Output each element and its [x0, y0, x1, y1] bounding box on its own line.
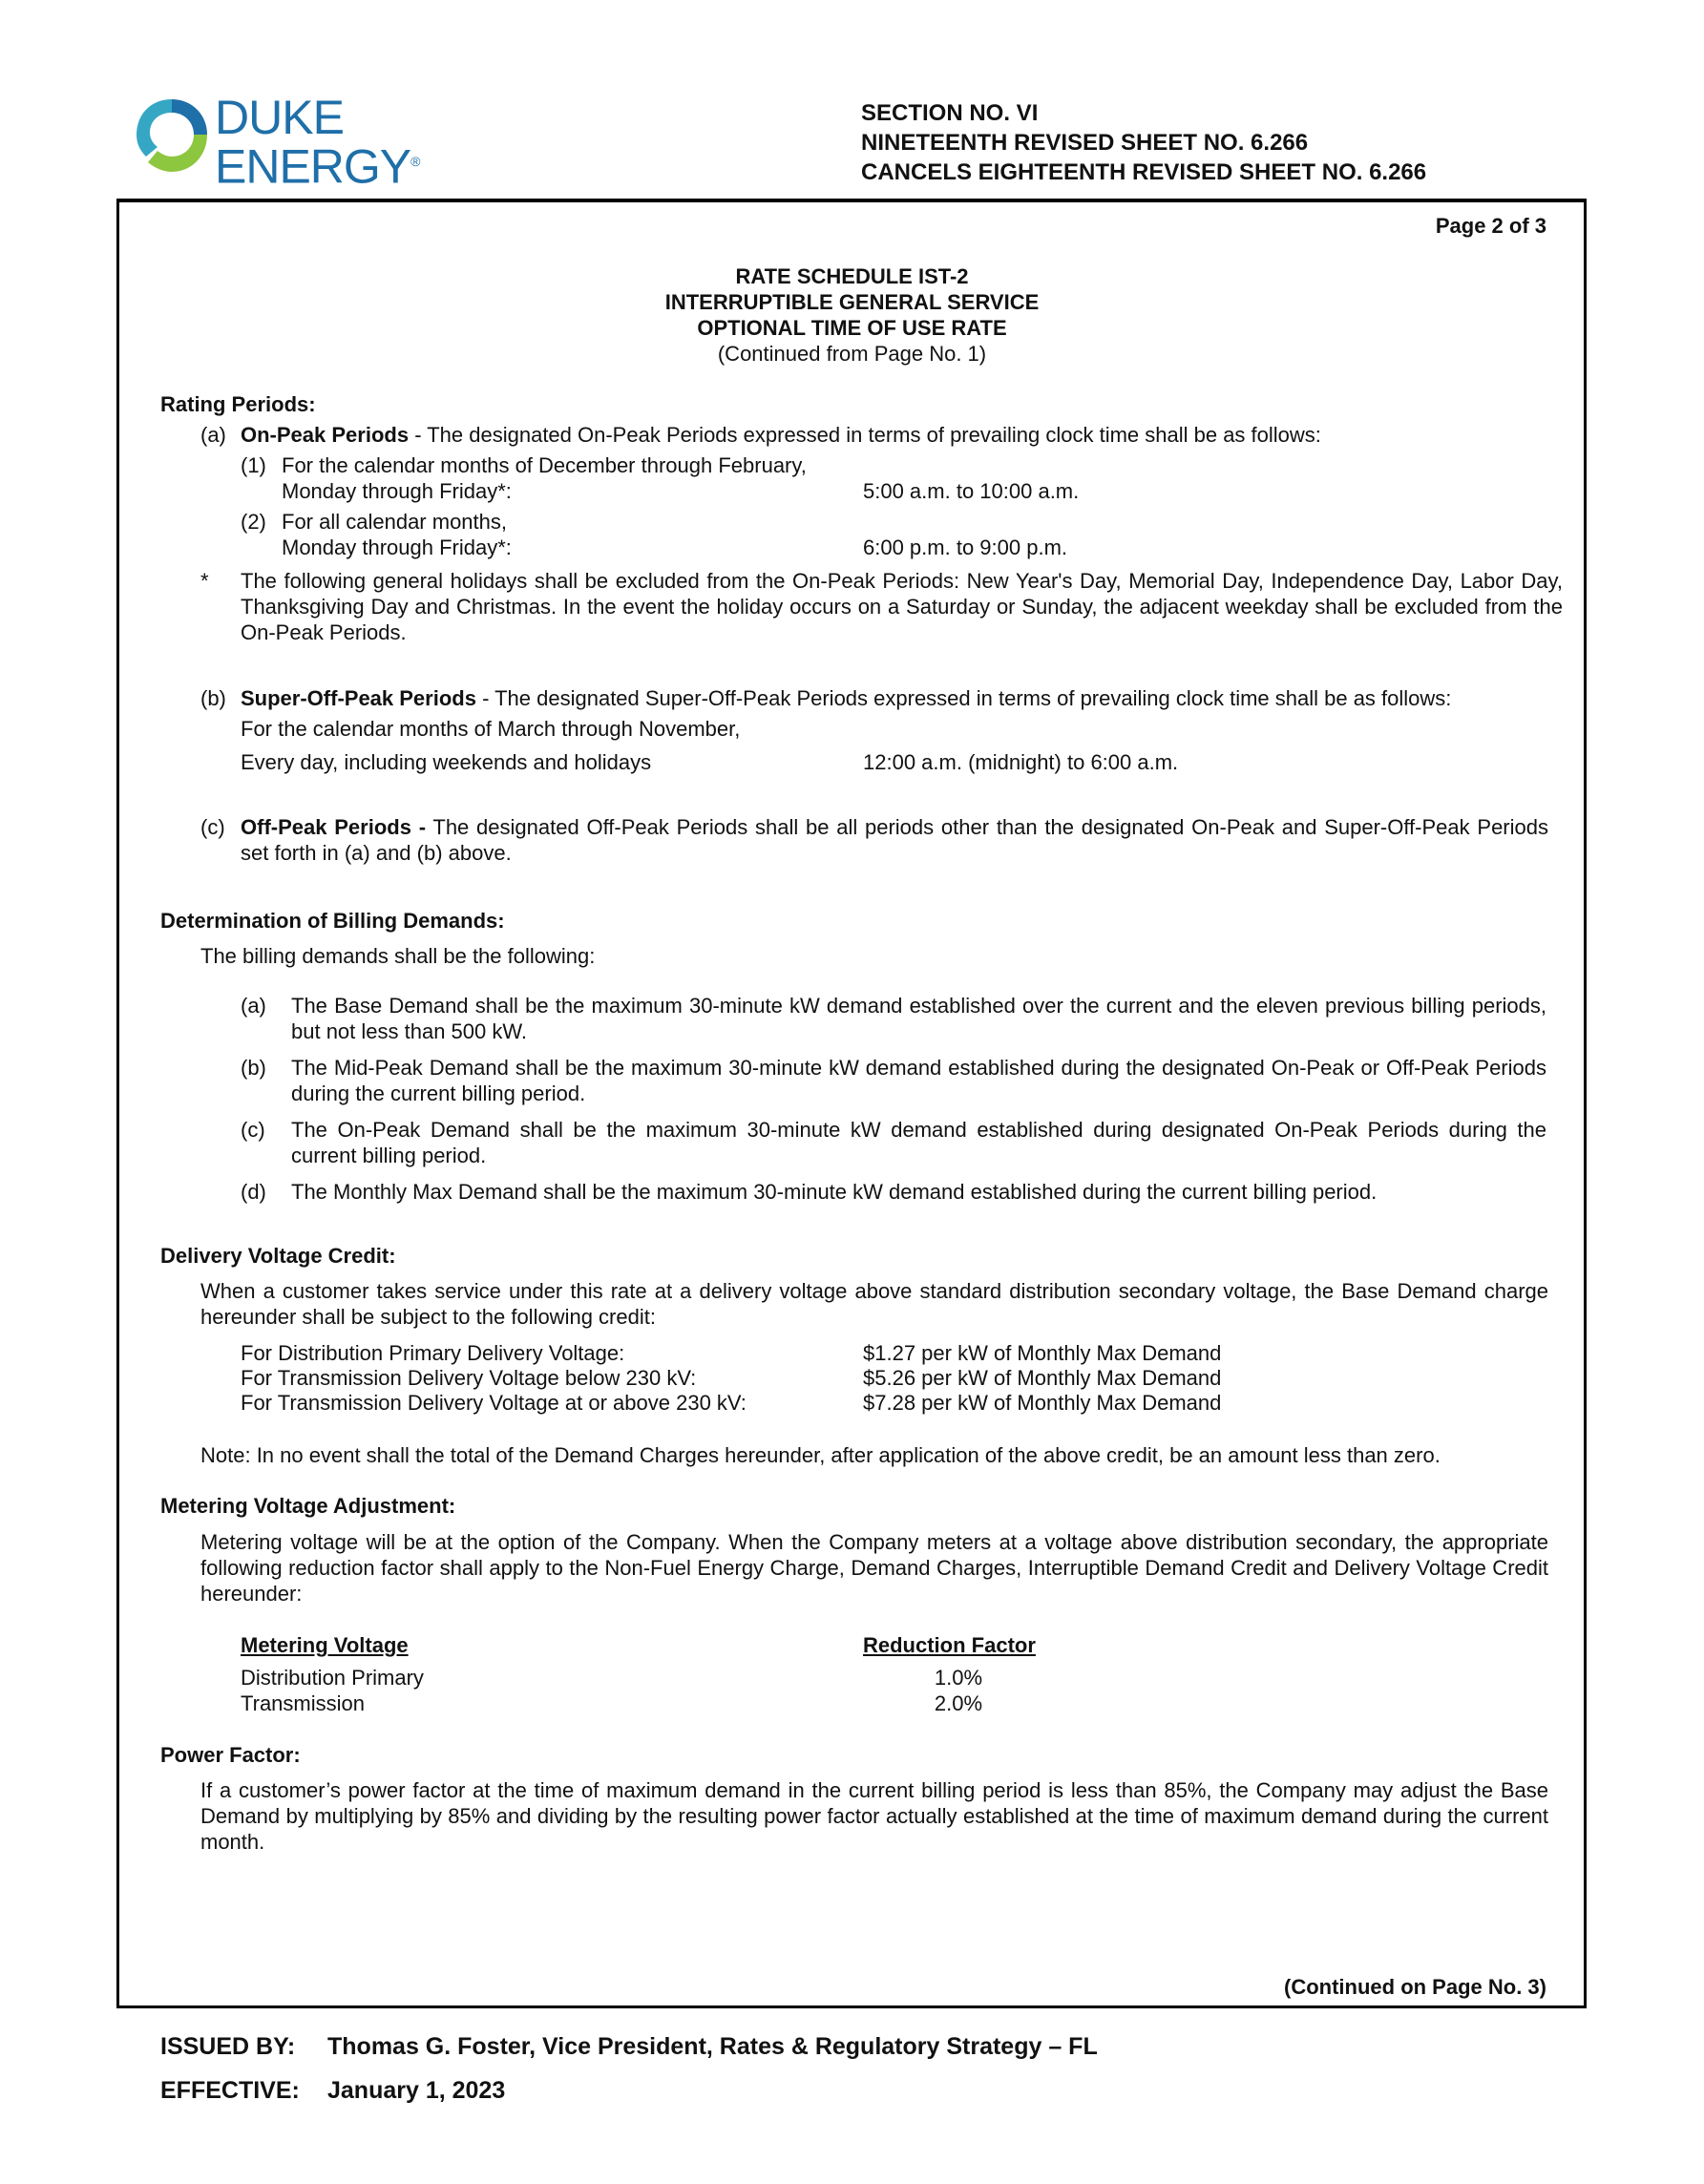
rating-b-label: (b)	[200, 686, 226, 710]
effective-label: EFFECTIVE:	[160, 2077, 300, 2104]
rating-a2-line2: Monday through Friday*:	[282, 536, 512, 559]
rating-b-time: 12:00 a.m. (midnight) to 6:00 a.m.	[863, 750, 1179, 774]
rating-a2-time: 6:00 p.m. to 9:00 p.m.	[863, 536, 1068, 559]
logo-wordmark	[215, 91, 420, 194]
credit-row-value: $5.26 per kW of Monthly Max Demand	[863, 1366, 1222, 1390]
billing-item-text: The On-Peak Demand shall be the maximum 30-minute kW demand established during designated On-Peak Periods during the current billing period.	[291, 1118, 1546, 1167]
rating-c-label: (c)	[200, 815, 225, 839]
logo-line-energy: ENERGY®	[215, 139, 420, 194]
rating-a2-num: (2)	[241, 510, 266, 534]
rating-a1-num: (1)	[241, 453, 266, 477]
metering-col-voltage: Metering Voltage	[241, 1633, 409, 1657]
metering-row-value: 1.0%	[934, 1666, 983, 1690]
billing-item-label: (b)	[241, 1056, 266, 1080]
logo-line-duke: DUKE	[215, 91, 344, 144]
metering-intro: Metering voltage will be at the option of the Company. When the Company meters at a voltage above distribution secondary, the appropriate following reduction factor shall apply to the Non-Fuel Energy Charge, Demand Charges, Interruptible Demand Credit and Delivery Voltage Credit hereunder:	[200, 1530, 1548, 1606]
credit-row-label: For Transmission Delivery Voltage at or above 230 kV:	[241, 1391, 747, 1415]
continued-note: (Continued on Page No. 3)	[1284, 1975, 1546, 1999]
effective-value: January 1, 2023	[327, 2077, 506, 2104]
rating-a-label: (a)	[200, 423, 226, 447]
rating-a1-time: 5:00 a.m. to 10:00 a.m.	[863, 479, 1080, 503]
duke-energy-logo-mark-icon	[129, 92, 215, 182]
power-factor-heading: Power Factor:	[160, 1743, 301, 1767]
rating-b-line1: For the calendar months of March through November,	[241, 717, 741, 741]
page-number: Page 2 of 3	[1435, 214, 1546, 238]
rating-b-text: Super-Off-Peak Periods - The designated Super-Off-Peak Periods expressed in terms of prevailing clock time shall be as follows:	[241, 686, 1452, 710]
billing-item-label: (c)	[241, 1118, 265, 1142]
rating-a1-line2: Monday through Friday*:	[282, 479, 512, 503]
holiday-note: The following general holidays shall be excluded from the On-Peak Periods: New Year's Day, Memorial Day, Independence Day, Labor Day, Thanksgiving Day and Christmas. In the event the holiday occurs on a Saturday or Sunday, the adjacent weekday shall be excluded from the On-Peak Periods.	[241, 569, 1563, 644]
billing-item-label: (a)	[241, 994, 266, 1018]
holiday-asterisk: *	[200, 569, 209, 593]
rating-b-line2: Every day, including weekends and holidays	[241, 750, 652, 774]
metering-heading: Metering Voltage Adjustment:	[160, 1494, 456, 1518]
delivery-credit-note: Note: In no event shall the total of the Demand Charges hereunder, after application of the above credit, be an amount less than zero.	[200, 1443, 1441, 1467]
title-line-3: OPTIONAL TIME OF USE RATE	[697, 316, 1007, 340]
credit-row-value: $1.27 per kW of Monthly Max Demand	[863, 1341, 1222, 1365]
metering-row-label: Transmission	[241, 1691, 365, 1715]
cancels-sheet: CANCELS EIGHTEENTH REVISED SHEET NO. 6.266	[861, 159, 1427, 185]
metering-row-label: Distribution Primary	[241, 1666, 424, 1690]
sheet-header	[861, 98, 1426, 187]
billing-item-label: (d)	[241, 1180, 266, 1204]
credit-row-label: For Distribution Primary Delivery Voltage:	[241, 1341, 625, 1365]
issued-by-value: Thomas G. Foster, Vice President, Rates & Regulatory Strategy – FL	[327, 2033, 1098, 2060]
rating-a1-line1: For the calendar months of December through February,	[282, 453, 807, 477]
power-factor-text: If a customer’s power factor at the time of maximum demand in the current billing period is less than 85%, the Company may adjust the Base Demand by multiplying by 85% and dividing by the resulting power factor actually established at the time of maximum demand during the current month.	[200, 1778, 1548, 1854]
issued-by-label: ISSUED BY:	[160, 2033, 296, 2060]
rating-periods-heading: Rating Periods:	[160, 392, 316, 416]
billing-item-text: The Mid-Peak Demand shall be the maximum 30-minute kW demand established during the designated On-Peak or Off-Peak Periods during the current billing period.	[291, 1056, 1546, 1105]
rating-c-text: Off-Peak Periods - The designated Off-Peak Periods shall be all periods other than the designated On-Peak and Super-Off-Peak Periods set forth in (a) and (b) above.	[241, 815, 1548, 865]
metering-row-value: 2.0%	[934, 1691, 983, 1715]
delivery-credit-heading: Delivery Voltage Credit:	[160, 1244, 396, 1268]
billing-demands-intro: The billing demands shall be the following:	[200, 944, 596, 968]
billing-demands-heading: Determination of Billing Demands:	[160, 909, 505, 933]
revised-sheet: NINETEENTH REVISED SHEET NO. 6.266	[861, 130, 1309, 156]
rating-a-text: On-Peak Periods - The designated On-Peak Periods expressed in terms of prevailing clock time shall be as follows:	[241, 423, 1321, 447]
credit-row-label: For Transmission Delivery Voltage below 230 kV:	[241, 1366, 697, 1390]
title-line-1: RATE SCHEDULE IST-2	[735, 264, 969, 288]
delivery-credit-intro: When a customer takes service under this rate at a delivery voltage above standard distribution secondary voltage, the Base Demand charge hereunder shall be subject to the following credit:	[200, 1279, 1548, 1329]
billing-item-text: The Monthly Max Demand shall be the maximum 30-minute kW demand established during the current billing period.	[291, 1180, 1378, 1204]
billing-item-text: The Base Demand shall be the maximum 30-minute kW demand established over the current and the eleven previous billing periods, but not less than 500 kW.	[291, 994, 1546, 1043]
title-line-2: INTERRUPTIBLE GENERAL SERVICE	[664, 290, 1040, 314]
rating-a2-line1: For all calendar months,	[282, 510, 507, 534]
metering-col-factor: Reduction Factor	[863, 1633, 1036, 1657]
credit-row-value: $7.28 per kW of Monthly Max Demand	[863, 1391, 1222, 1415]
section-number: SECTION NO. VI	[861, 100, 1039, 126]
title-line-4: (Continued from Page No. 1)	[717, 342, 987, 366]
